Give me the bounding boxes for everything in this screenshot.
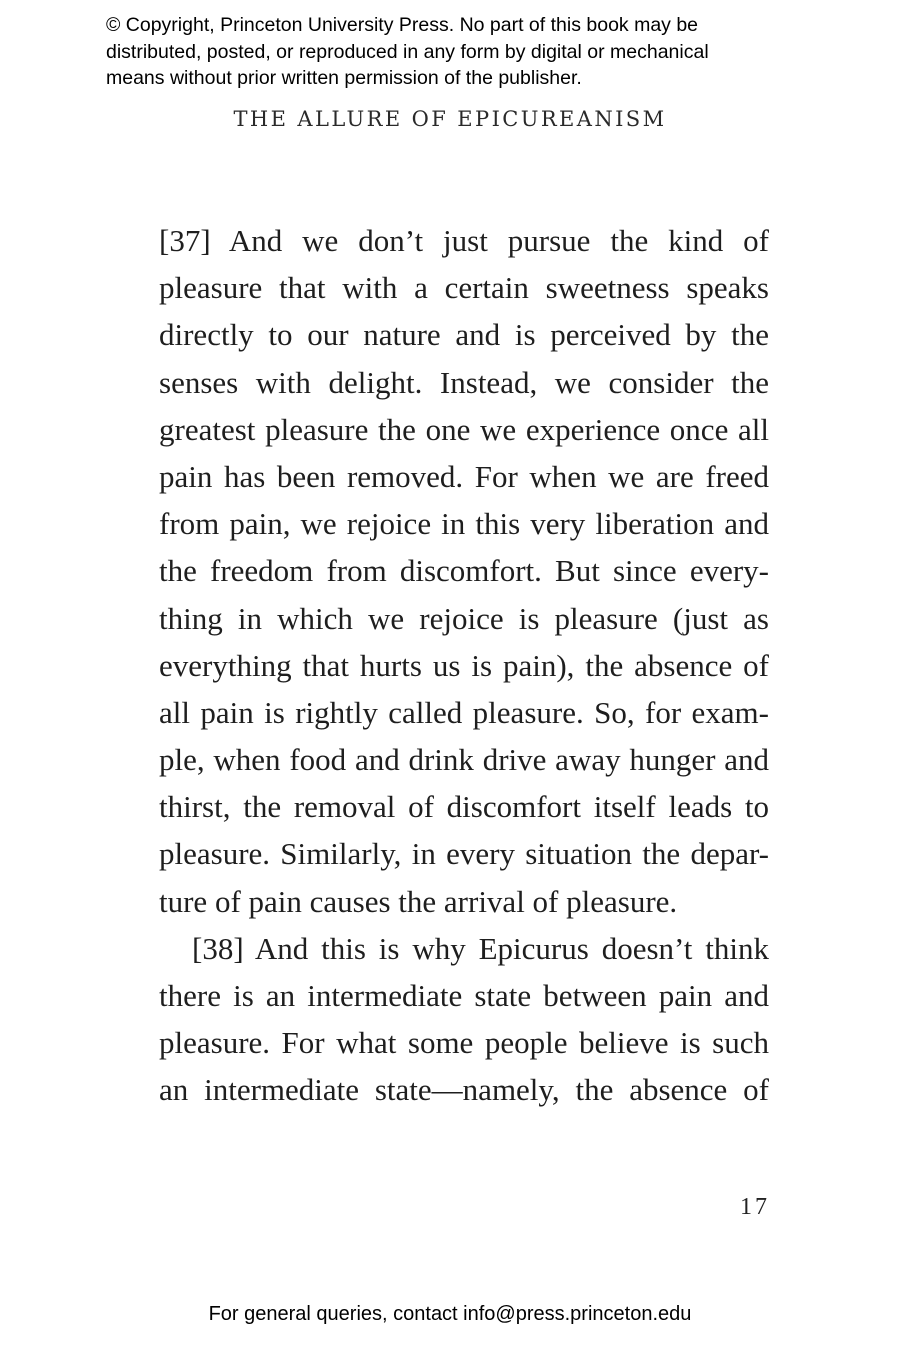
text-line: pleasure. Similarly, in every situation the depar-	[159, 836, 769, 872]
text-line: there is an intermediate state between pain and	[159, 978, 769, 1013]
text-line: ple, when food and drink drive away hunger and	[159, 742, 769, 778]
page-number: 17	[740, 1194, 770, 1220]
text-line: pleasure. For what some people believe is such	[159, 1025, 769, 1061]
text-line: the freedom from discomfort. But since every-	[159, 553, 769, 589]
text-line: all pain is rightly called pleasure. So, for exam-	[159, 694, 769, 730]
text-line: pain has been removed. For when we are freed	[159, 458, 769, 494]
footer-contact: For general queries, contact info@press.princeton.edu	[208, 1303, 692, 1325]
text-line: [37] And we don’t just pursue the kind of	[159, 223, 769, 258]
paragraph-37	[159, 217, 769, 925]
text-line: thirst, the removal of discomfort itself leads to	[159, 789, 769, 825]
copyright-notice	[106, 12, 826, 92]
text-line: everything that hurts us is pain), the absence of	[159, 647, 769, 683]
text-line: pleasure that with a certain sweetness speaks	[159, 270, 769, 306]
body-text	[159, 217, 769, 1114]
text-line: thing in which we rejoice is pleasure (just as	[159, 600, 769, 636]
copyright-line: means without prior written permission of the publisher.	[106, 67, 582, 89]
text-line: senses with delight. Instead, we consider the	[159, 364, 769, 400]
text-line: ture of pain causes the arrival of pleasure.	[159, 883, 678, 919]
copyright-line: © Copyright, Princeton University Press. No part of this book may be	[106, 14, 699, 36]
copyright-line: distributed, posted, or reproduced in any form by digital or mechanical	[106, 40, 709, 63]
text-line: an intermediate state—namely, the absence of	[159, 1072, 769, 1108]
text-line: [38] And this is why Epicurus doesn’t think	[192, 930, 769, 966]
paragraph-38	[159, 925, 769, 1114]
running-head: THE ALLURE OF EPICUREANISM	[233, 107, 667, 131]
text-line: greatest pleasure the one we experience once all	[159, 411, 769, 447]
text-line: directly to our nature and is perceived by the	[159, 317, 769, 353]
text-line: from pain, we rejoice in this very liberation and	[159, 506, 769, 542]
